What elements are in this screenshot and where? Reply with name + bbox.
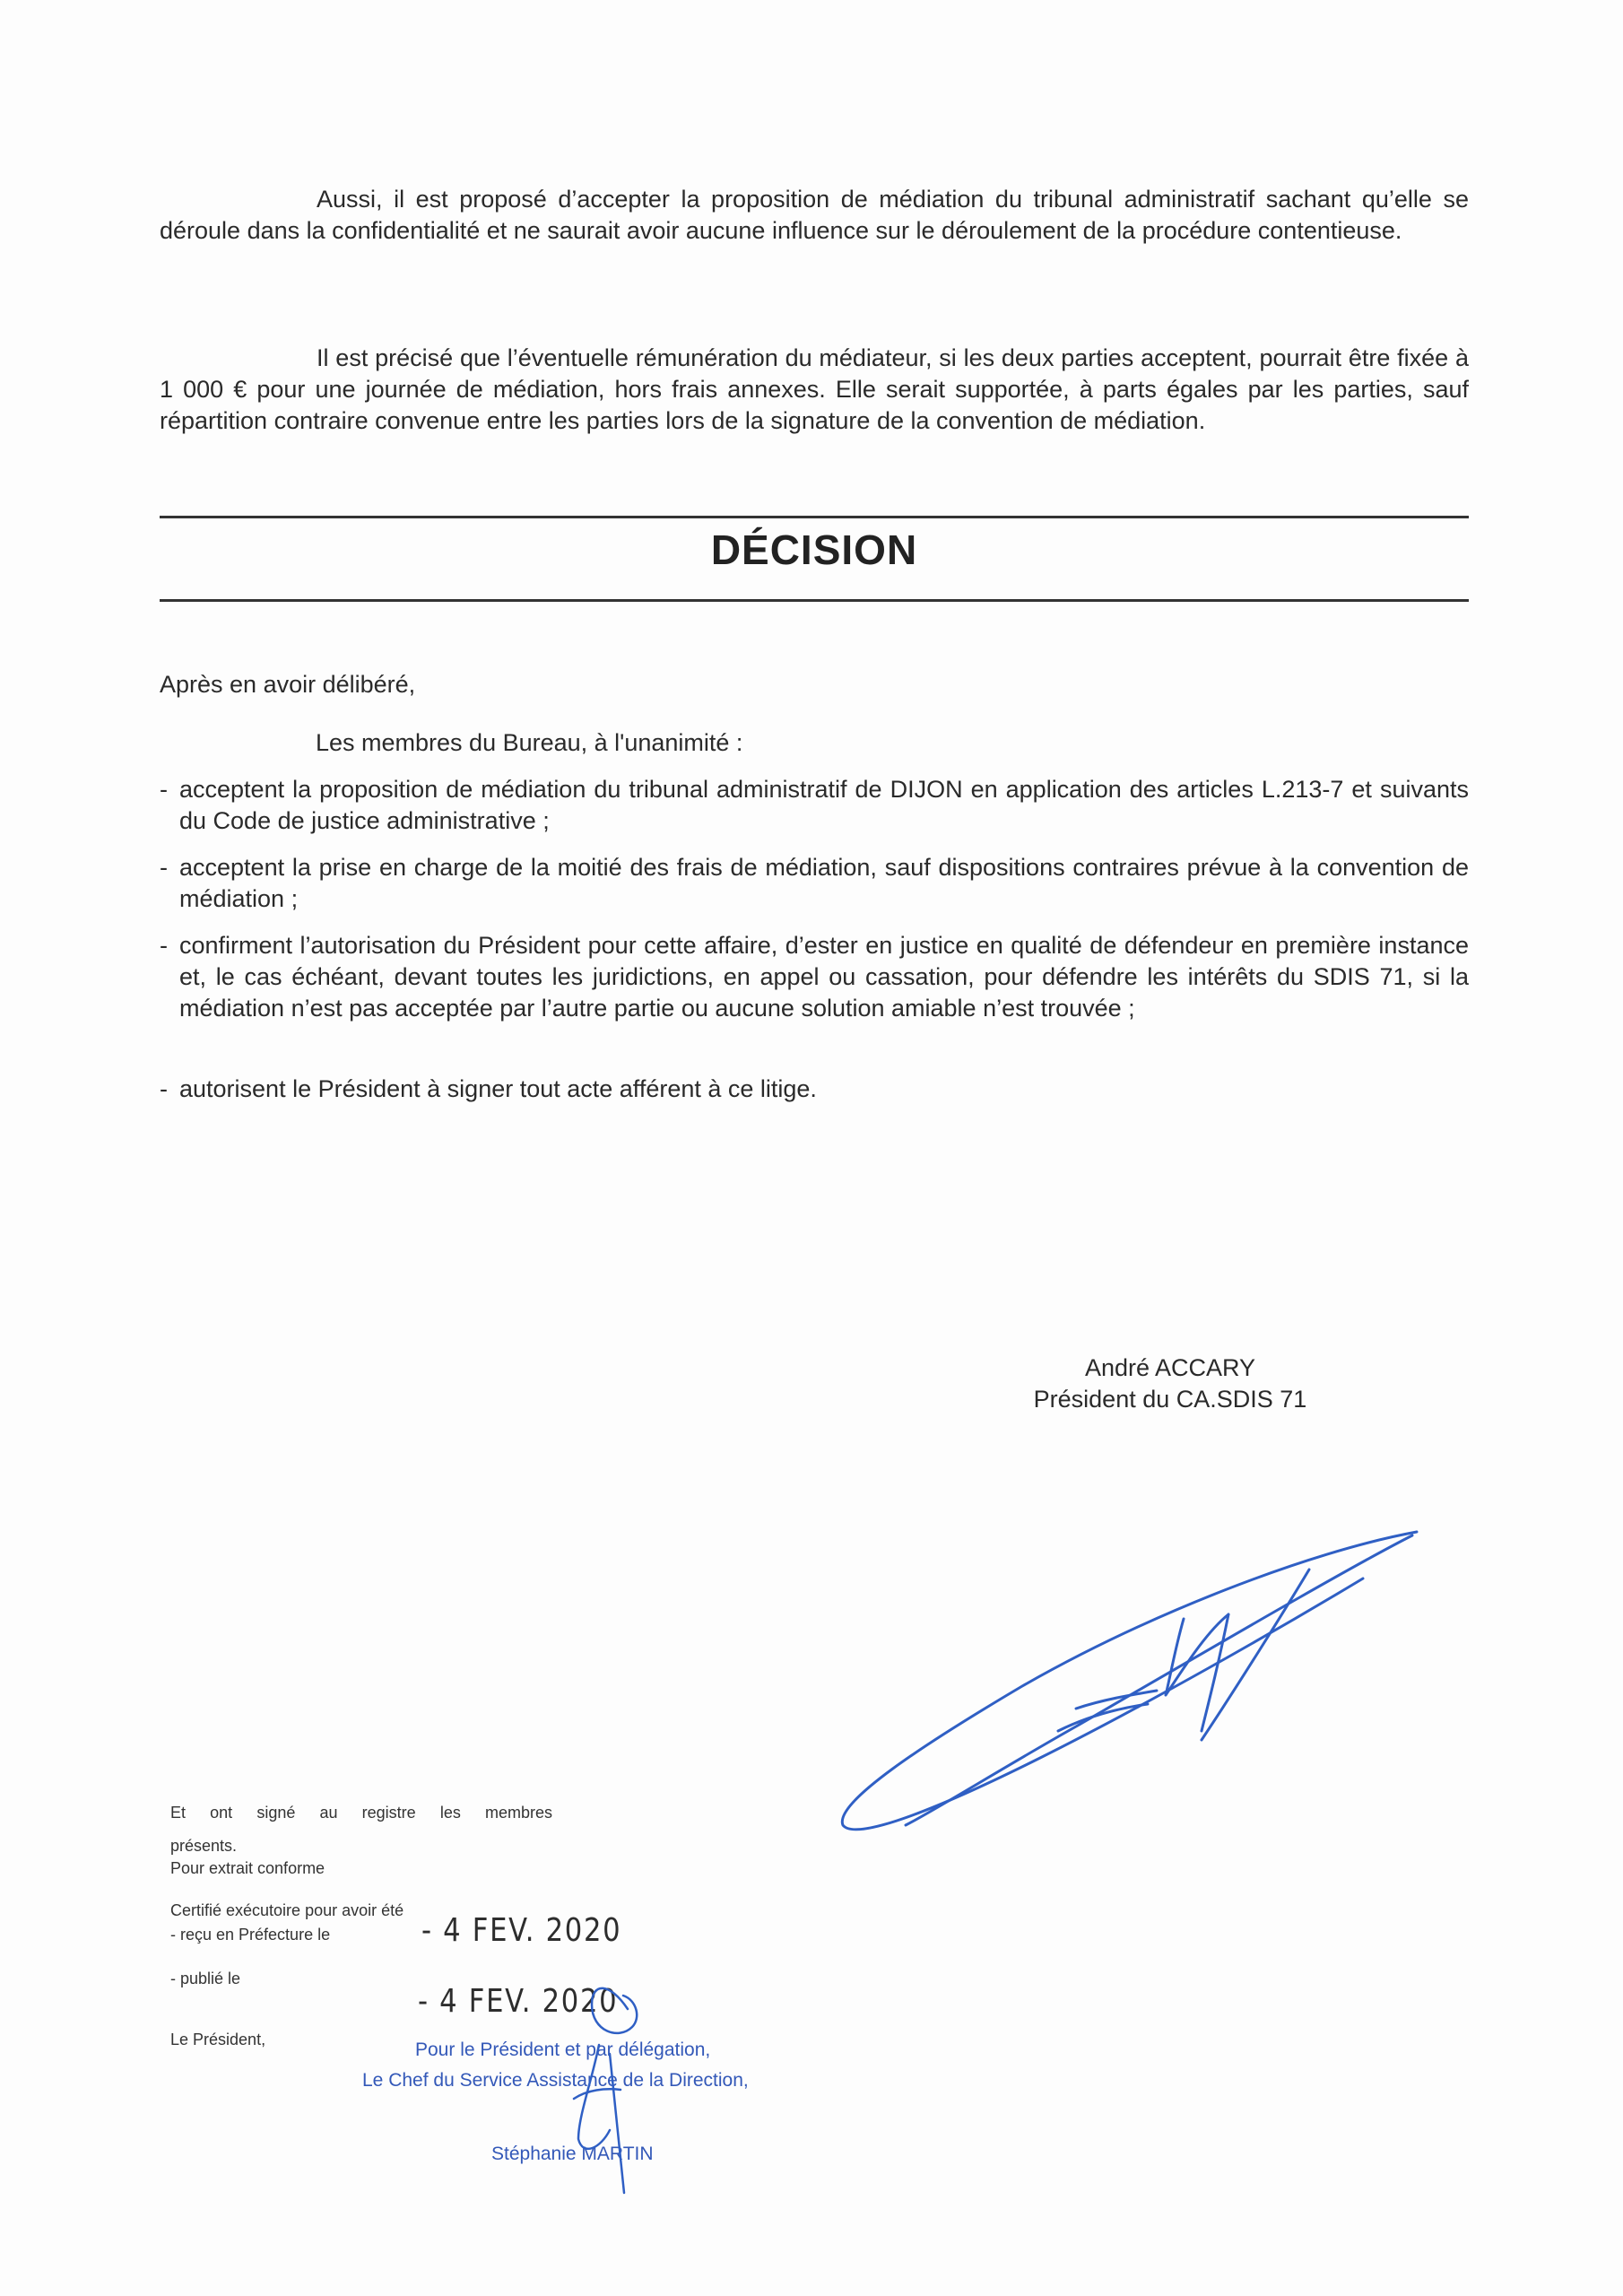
publie-date-stamp: - 4 FEV. 2020 [418, 1983, 619, 2020]
delegation-line-1: Pour le Président et par délégation, [415, 2039, 711, 2060]
decision-item [160, 852, 1469, 915]
decision-intro: Après en avoir délibéré, [160, 671, 416, 698]
signatory-block [1022, 1352, 1318, 1415]
heading-rule-top [160, 516, 1469, 518]
signatory-title: Président du CA.SDIS 71 [1033, 1386, 1307, 1413]
publie-le: - publié le [170, 1970, 241, 1987]
delegation-line-2: Le Chef du Service Assistance de la Direction, [362, 2070, 749, 2091]
le-president: Le Président, [170, 2031, 266, 2048]
registre-line-1: Et ont signé au registre les membres [170, 1804, 552, 1822]
decision-item-text: acceptent la prise en charge de la moitié des frais de médiation, sauf dispositions contraires prévue à la convention de médiation ; [179, 854, 1469, 912]
item-dash: - [160, 854, 168, 881]
paragraph-mediation-proposal [160, 184, 1469, 247]
paragraph-2-text: Il est précisé que l’éventuelle rémunération du médiateur, si les deux parties acceptent, pourrait être fixée à 1 000 € pour une journée de médiation, hors frais annexes. Elle serait supportée, à parts égales par les parties, sauf répartition contraire convenue entre les parties lors de la signature de la convention de médiation. [160, 344, 1469, 434]
decision-members: Les membres du Bureau, à l'unanimité : [316, 729, 743, 756]
registre-line-2: présents. [170, 1837, 238, 1855]
decision-item [160, 1074, 1469, 1105]
recu-prefecture: - reçu en Préfecture le [170, 1926, 331, 1944]
certifie-executoire: Certifié exécutoire pour avoir été [170, 1901, 404, 1919]
item-dash: - [160, 776, 168, 803]
decision-item-text: confirment l’autorisation du Président pour cette affaire, d’ester en justice en qualité de défendeur en première instance et, le cas échéant, devant toutes les juridictions, en appel ou cassation, pour défendre les intérêts du SDIS 71, si la médiation n’est pas acceptée par l’autre partie ou aucune solution amiable n’est trouvée ; [179, 932, 1469, 1022]
item-dash: - [160, 1075, 168, 1102]
delegate-signature [538, 1955, 681, 2206]
paragraph-mediator-remuneration [160, 343, 1469, 437]
decision-item [160, 774, 1469, 837]
item-dash: - [160, 932, 168, 959]
extrait-conforme: Pour extrait conforme [170, 1859, 325, 1877]
signatory-name: André ACCARY [1084, 1354, 1256, 1381]
delegation-name: Stéphanie MARTIN [491, 2144, 654, 2164]
decision-heading: DÉCISION [710, 526, 918, 573]
recu-date-stamp: - 4 FEV. 2020 [421, 1912, 622, 1949]
paragraph-1-text: Aussi, il est proposé d’accepter la proposition de médiation du tribunal administratif sachant qu’elle se déroule dans la confidentialité et ne saurait avoir aucune influence sur le déroulement de la procédure contentieuse. [160, 186, 1469, 244]
decision-item-text: acceptent la proposition de médiation du tribunal administratif de DIJON en application des articles L.213-7 et suivants du Code de justice administrative ; [179, 776, 1469, 834]
decision-item-text: autorisent le Président à signer tout acte afférent à ce litige. [179, 1075, 817, 1102]
president-signature [807, 1516, 1435, 1839]
decision-item [160, 930, 1469, 1024]
heading-rule-bottom [160, 599, 1469, 602]
